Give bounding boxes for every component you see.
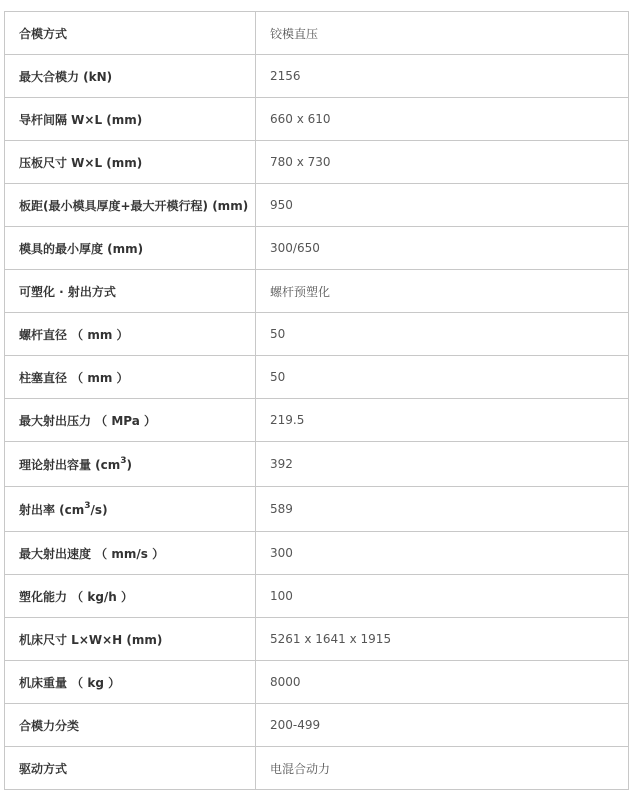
table-row: [5, 661, 629, 704]
spec-label: 螺杆直径 （ mm ）: [5, 313, 256, 356]
table-row: [5, 12, 629, 55]
spec-label: [5, 487, 256, 532]
spec-value: 200-499: [256, 704, 629, 747]
spec-label: 最大合模力 (kN): [5, 55, 256, 98]
table-row: [5, 356, 629, 399]
table-row: [5, 575, 629, 618]
spec-label: 机床重量 （ kg ）: [5, 661, 256, 704]
spec-label-text: 理论射出容量 (cm: [19, 457, 121, 472]
table-row: [5, 270, 629, 313]
table-row: [5, 442, 629, 487]
spec-value: 300: [256, 532, 629, 575]
spec-label: 机床尺寸 L×W×H (mm): [5, 618, 256, 661]
spec-label-text: /s): [90, 502, 108, 517]
spec-label: 最大射出速度 （ mm/s ）: [5, 532, 256, 575]
table-row: [5, 141, 629, 184]
table-row: [5, 184, 629, 227]
table-row: [5, 98, 629, 141]
table-row: [5, 704, 629, 747]
spec-value: 950: [256, 184, 629, 227]
spec-label: [5, 442, 256, 487]
table-row: [5, 55, 629, 98]
spec-label: 导杆间隔 W×L (mm): [5, 98, 256, 141]
spec-label: 可塑化 · 射出方式: [5, 270, 256, 313]
table-row: [5, 532, 629, 575]
spec-value: 589: [256, 487, 629, 532]
spec-value: 2156: [256, 55, 629, 98]
spec-label: 模具的最小厚度 (mm): [5, 227, 256, 270]
table-row: [5, 313, 629, 356]
spec-value: 8000: [256, 661, 629, 704]
spec-value: 219.5: [256, 399, 629, 442]
table-row: [5, 618, 629, 661]
spec-label: 板距(最小模具厚度+最大开模行程) (mm): [5, 184, 256, 227]
table-row: [5, 747, 629, 790]
spec-value: 780 x 730: [256, 141, 629, 184]
spec-value: 50: [256, 356, 629, 399]
spec-label: 压板尺寸 W×L (mm): [5, 141, 256, 184]
superscript: 3: [120, 455, 127, 466]
spec-label: 合模力分类: [5, 704, 256, 747]
spec-value: 铰模直压: [256, 12, 629, 55]
spec-value: 660 x 610: [256, 98, 629, 141]
superscript: 3: [84, 500, 91, 511]
spec-label: 合模方式: [5, 12, 256, 55]
spec-value: 100: [256, 575, 629, 618]
spec-value: 300/650: [256, 227, 629, 270]
table-row: [5, 227, 629, 270]
spec-label: 驱动方式: [5, 747, 256, 790]
spec-label-text: 射出率 (cm: [19, 502, 85, 517]
spec-label-text: ): [126, 457, 133, 472]
spec-value: 5261 x 1641 x 1915: [256, 618, 629, 661]
table-row: [5, 487, 629, 532]
spec-label: 最大射出压力 （ MPa ）: [5, 399, 256, 442]
spec-value: 螺杆预塑化: [256, 270, 629, 313]
spec-value: 电混合动力: [256, 747, 629, 790]
table-row: [5, 399, 629, 442]
spec-value: 50: [256, 313, 629, 356]
spec-label: 塑化能力 （ kg/h ）: [5, 575, 256, 618]
spec-table: [4, 11, 629, 790]
spec-label: 柱塞直径 （ mm ）: [5, 356, 256, 399]
spec-value: 392: [256, 442, 629, 487]
